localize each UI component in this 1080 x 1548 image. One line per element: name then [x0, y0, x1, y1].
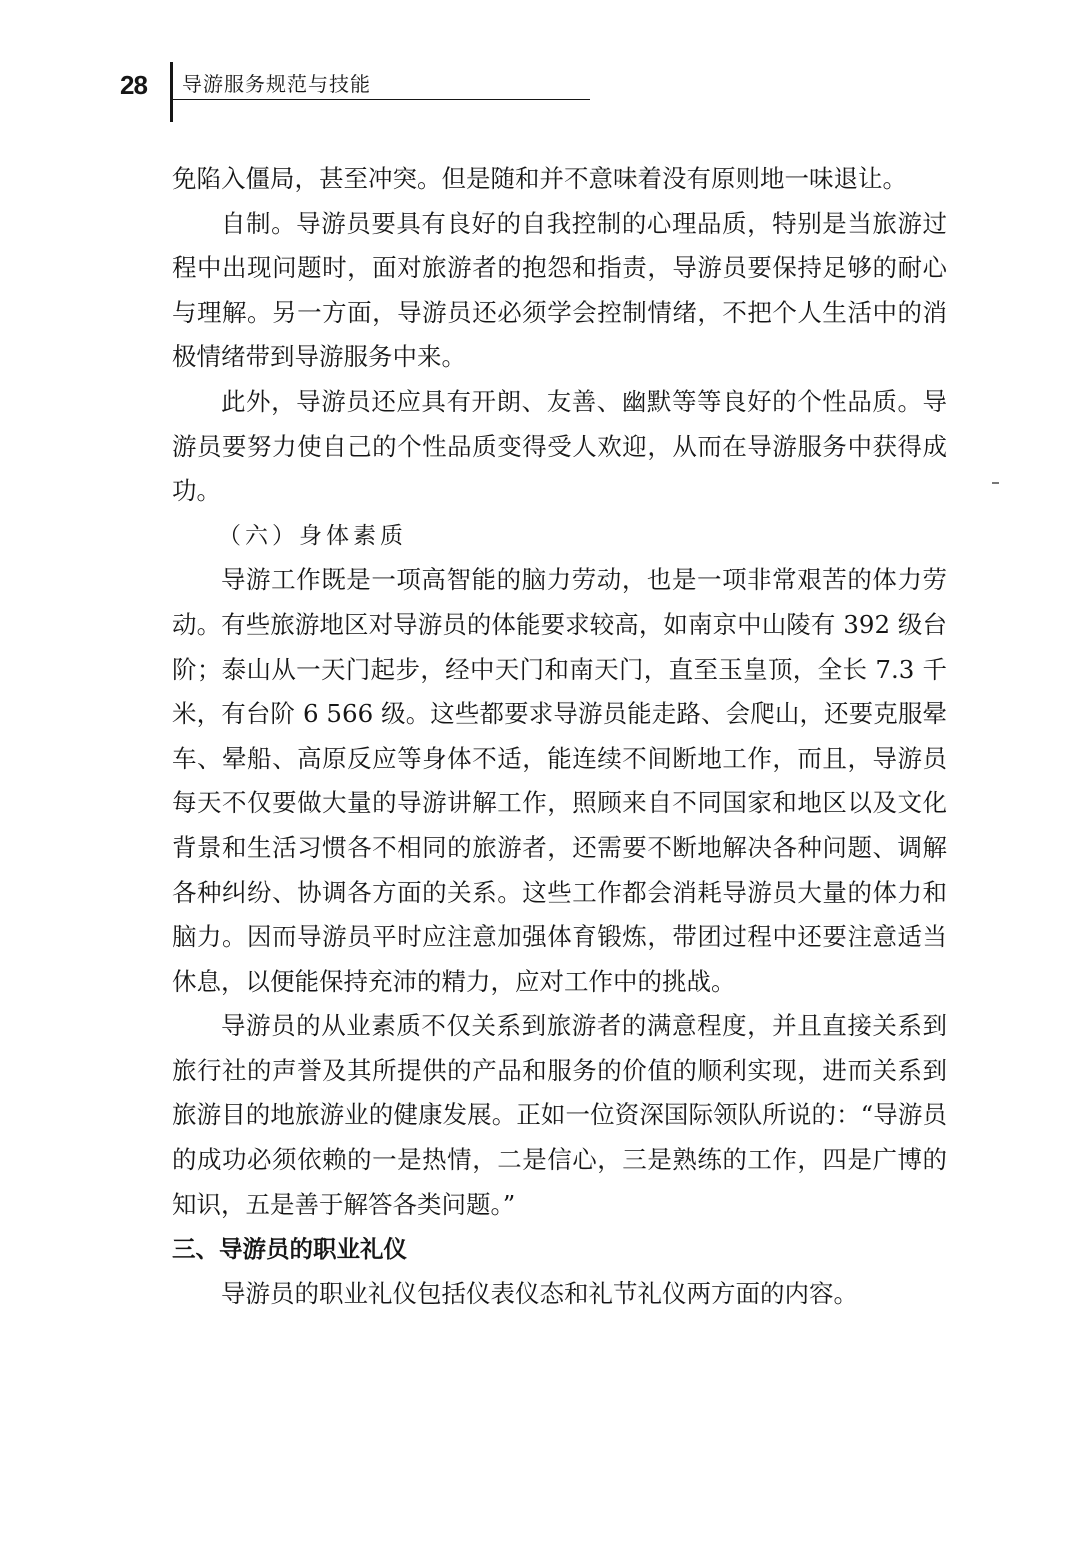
- section-heading-etiquette: 三、导游员的职业礼仪: [172, 1235, 407, 1264]
- paragraph-personality: 此外，导游员还应具有开朗、友善、幽默等等良好的个性品质。导游员要努力使自己的个性品质变得受人欢迎，从而在导游服务中获得成功。: [172, 386, 947, 506]
- running-title: 导游服务规范与技能: [182, 72, 371, 96]
- header-vertical-bar: [170, 62, 173, 122]
- paragraph-physical-work: 导游工作既是一项高智能的脑力劳动，也是一项非常艰苦的体力劳动。有些旅游地区对导游员的体能要求较高，如南京中山陵有 392 级台阶；泰山从一天门起步，经中天门和南天门，直至玉皇顶，全长 7.3 千米，有台阶 6 566 级。这些都要求导游员能走路、会爬山，还要克服晕车、晕船、高原反应等身体不适，能连续不间断地工作，而且，导游员每天不仅要做大量的导游讲解工作，照顾来自不同国家和地区以及文化背景和生活习惯各不相同的旅游者，还需要不断地解决各种问题、调解各种纠纷、协调各方面的关系。这些工作都会消耗导游员大量的体力和脑力。因而导游员平时应注意加强体育锻炼，带团过程中还要注意适当休息，以便能保持充沛的精力，应对工作中的挑战。: [172, 565, 947, 996]
- header-rule: [170, 99, 590, 100]
- page-number: 28: [120, 70, 147, 100]
- subheading-physical-quality: （六）身体素质: [218, 522, 407, 549]
- paragraph-professional-quality: 导游员的从业素质不仅关系到旅游者的满意程度，并且直接关系到旅行社的声誉及其所提供的产品和服务的价值的顺利实现，进而关系到旅游目的地旅游业的健康发展。正如一位资深国际领队所说的：“导游员的成功必须依赖的一是热情，二是信心，三是熟练的工作，四是广博的知识，五是善于解答各类问题。”: [172, 1011, 947, 1219]
- page-body: [172, 157, 947, 1316]
- paragraph-etiquette-intro: 导游员的职业礼仪包括仪表仪态和礼节礼仪两方面的内容。: [221, 1278, 858, 1308]
- paragraph-continued: 免陷入僵局，甚至冲突。但是随和并不意味着没有原则地一味退让。: [172, 164, 907, 193]
- paragraph-self-control: 自制。导游员要具有良好的自我控制的心理品质，特别是当旅游过程中出现问题时，面对旅游者的抱怨和指责，导游员要保持足够的耐心与理解。另一方面，导游员还必须学会控制情绪，不把个人生活中的消极情绪带到导游服务中来。: [172, 208, 947, 372]
- scan-speck: [992, 482, 999, 484]
- running-header: [120, 62, 590, 126]
